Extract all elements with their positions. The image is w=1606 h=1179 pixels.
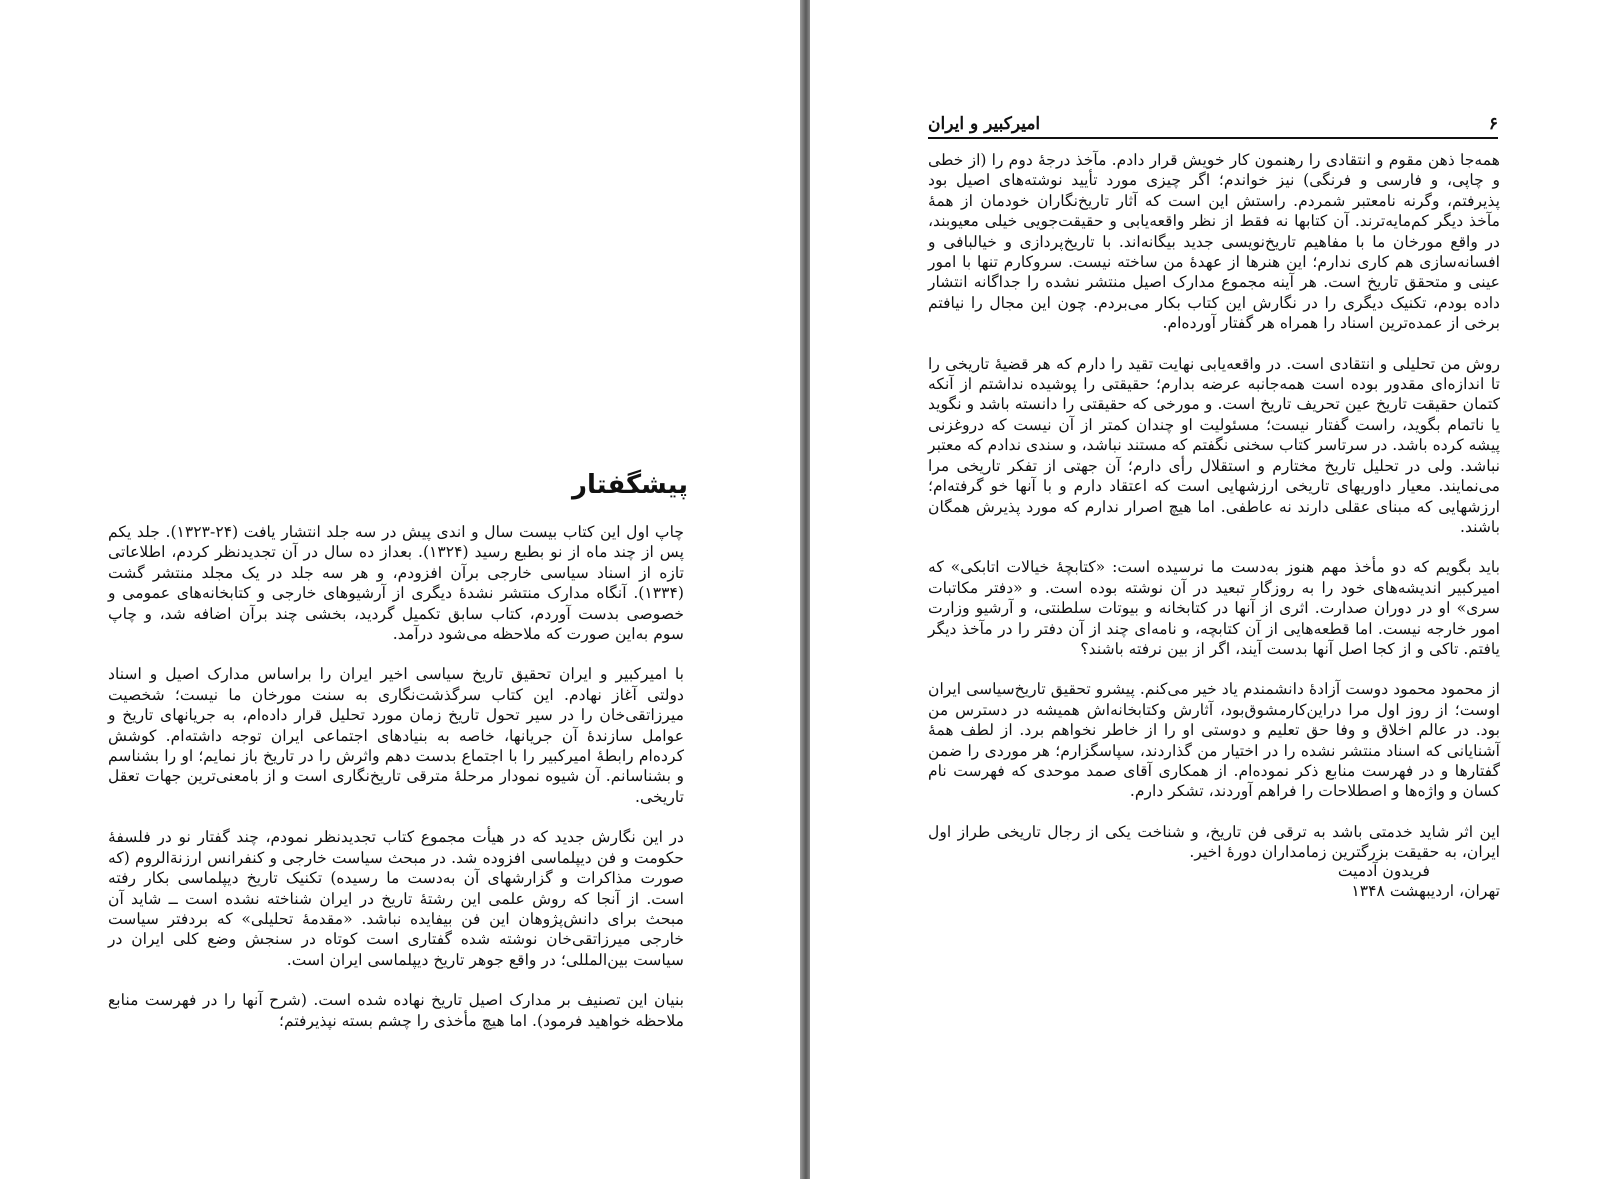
chapter-title: پیشگفتار [571,470,688,500]
left-page [0,0,800,1179]
signature [928,861,1500,902]
paragraph: در این نگارش جدید که در هیأت مجموع کتاب تجدیدنظر نمودم، چند گفتار نو در فلسفهٔ حکومت و فن دیپلماسی افزوده شد. در مبحث سیاست خارجی و کنفرانس ارزنةالروم (که صورت مذاکرات و گزارشهای آن به‌دست ما رسیده) تکنیک تاریخ دیپلماسی بکار رفته است. از آنجا که روش علمی این رشتهٔ تاریخ در ایران شناخته نشده است ــ شاید آن مبحث برای دانش‌پژوهان این فن بیفایده نباشد. «مقدمهٔ تحلیلی» که بردفتر سیاست خارجی میرزاتقی‌خان نوشته شده گفتاری است کوتاه در سنجش وضع کلی ایران در سیاست بین‌المللی؛ در واقع جوهر تاریخ دیپلماسی ایران است. [108,828,684,969]
book-gutter [800,0,810,1179]
right-page-body [928,150,1500,901]
place-date: تهران، اردیبهشت ۱۳۴۸ [1351,882,1500,900]
paragraph: از محمود محمود دوست آزادهٔ دانشمندم یاد خیر می‌کنم. پیشرو تحقیق تاریخ‌سیاسی ایران اوست؛ از روز اول مرا دراین‌کارمشوق‌بود، آثارش وکتابخانه‌اش همیشه در دسترس من بود. در عالم اخلاق و وفا حق تعلیم و دوستی او را از خاطر نخواهم برد. از لطف همهٔ آشنایانی که اسناد منتشر نشده را در اختیار من گذاردند، سپاسگزارم؛ هر موردی را ضمن گفتارها و در فهرست منابع ذکر نموده‌ام. از همکاری آقای صمد موحدی که فهرست نام کسان و واژه‌ها و اصطلاحات را فراهم آوردند، تشکر دارم. [928,680,1500,801]
paragraph: باید بگویم که دو مأخذ مهم هنوز به‌دست ما نرسیده است: «کتابچهٔ خیالات اتابکی» که امیرکبیر اندیشه‌های خود را به روزگار تبعید در آن نوشته بوده است. و «دفتر مکاتبات سری» او در دوران صدارت. اثری از آنها در کتابخانه و بیوتات سلطنتی، و آرشیو وزارت امور خارجه نیست. اما قطعه‌هایی از آن کتابچه، و نامه‌ای چند از آن دفتر را در مآخذ دیگر یافتم. تاکی و از کجا اصل آنها بدست آیند، اگر از بین نرفته باشند؟ [928,558,1500,658]
left-page-body [108,522,684,1051]
paragraph: بنیان این تصنیف بر مدارک اصیل تاریخ نهاده شده است. (شرح آنها را در فهرست منابع ملاحظه خواهید فرمود). اما هیچ مأخذی را چشم بسته نپذیرفتم؛ [108,991,684,1030]
paragraph: با امیرکبیر و ایران تحقیق تاریخ سیاسی اخیر ایران را براساس مدارک اصیل و اسناد دولتی آغاز نهادم. این کتاب سرگذشت‌نگاری به سنت مورخان ما نیست؛ شخصیت میرزاتقی‌خان را در سیر تحول تاریخ زمان مورد تحلیل قرار داده‌ام، به جریانهای تاریخ و عوامل سازندهٔ آن جریانها، خاصه به بنیادهای اجتماعی ایران توجه داشته‌ام. کوشش کرده‌ام رابطهٔ امیرکبیر را با اجتماع بدست دهم واثرش را در تاریخ باز نمایم؛ او را بشناسم و بشناسانم. آن شیوه نمودار مرحلهٔ مترقی تاریخ‌نگاری است و از بامعنی‌ترین جهات تعقل تاریخی. [108,665,684,806]
right-page [810,0,1606,1179]
paragraph: همه‌جا ذهن مقوم و انتقادی را رهنمون کار خویش قرار دادم. مآخذ درجهٔ دوم را (از خطی و چاپی، و فارسی و فرنگی) نیز خواندم؛ اگر چیزی مورد تأیید نوشته‌های اصیل بود پذیرفتم، وگرنه نامعتبر شمردم. راستش این است که آثار تاریخ‌نگاران خودمان از همهٔ مآخذ دیگر کم‌مایه‌ترند. آن کتابها نه فقط از نظر واقعه‌یابی و حقیقت‌جویی خیلی معیوبند، در واقع مورخان ما با مفاهیم تاریخ‌نویسی جدید بیگانه‌اند. با تاریخ‌پردازی و خیالبافی و افسانه‌سازی هم کاری ندارم؛ این هنرها از عهدهٔ من ساخته نیست. سروکارم تنها با امور عینی و متحقق تاریخ است. هر آینه مجموع مدارک اصیل منتشر نشده را جداگانه انتشار داده بودم، تکنیک دیگری را در نگارش این کتاب بکار می‌بردم. چون این مجال را نیافتم برخی از عمده‌ترین اسناد را همراه هر گفتار آورده‌ام. [928,151,1500,333]
page-number: ۶ [1488,114,1498,134]
running-head [928,108,1498,139]
paragraph: این اثر شاید خدمتی باشد به ترقی فن تاریخ، و شناخت یکی از رجال تاریخی طراز اول ایران، به حقیقت بزرگترین زمامداران دورهٔ اخیر. [928,822,1500,862]
book-title: امیرکبیر و ایران [928,114,1041,134]
paragraph: چاپ اول این کتاب بیست سال و اندی پیش در سه جلد انتشار یافت (۲۴-۱۳۲۳). جلد یکم پس از چند ماه از نو بطبع رسید (۱۳۲۴). بعداز ده سال در آن تجدیدنظر کردم، اطلاعاتی تازه از اسناد سیاسی خارجی برآن افزودم، و هر سه جلد در یک مجلد منتشر گشت (۱۳۳۴). آنگاه مدارک منتشر نشدهٔ دیگری از آرشیوهای خارجی و کتابخانه‌های عمومی و خصوصی بدست آوردم، کتاب سابق تکمیل گردید، بخشی چند برآن اضافه شد، و چاپ سوم به‌این صورت که ملاحظه می‌شود درآمد. [108,523,685,644]
paragraph: روش من تحلیلی و انتقادی است. در واقعه‌یابی نهایت تقید را دارم که هر قضیهٔ تاریخی را تا اندازه‌ای مقدور بوده است همه‌جانبه عرضه بدارم؛ حقیقتی را پوشیده نداشتم از آنکه کتمان حقیقت تاریخ عین تحریف تاریخ است. و مورخی که حقیقتی را دانسته باشد و نگوید یا ناتمام بگوید، راست گفتار نیست؛ مسئولیت او چندان کمتر از آن نیست که دروغزنی پیشه کرده باشد. در سرتاسر کتاب سخنی نگفتم که مستند نباشد، و سندی ندادم که معتبر نباشد. ولی در تحلیل تاریخ مختارم و استقلال رأی دارم؛ آن جهتی از تفکر تاریخی مرا می‌نمایند. معیار داوریهای تاریخی ارزشهایی است که اعتقاد دارم و با آنها خو گرفته‌ام؛ ارزشهایی که مبنای عقلی دارند نه عاطفی. اما هیچ اصرار ندارم که مورد پذیرش همگان باشند. [928,354,1500,536]
author-name: فریدون آدمیت [1337,861,1430,880]
